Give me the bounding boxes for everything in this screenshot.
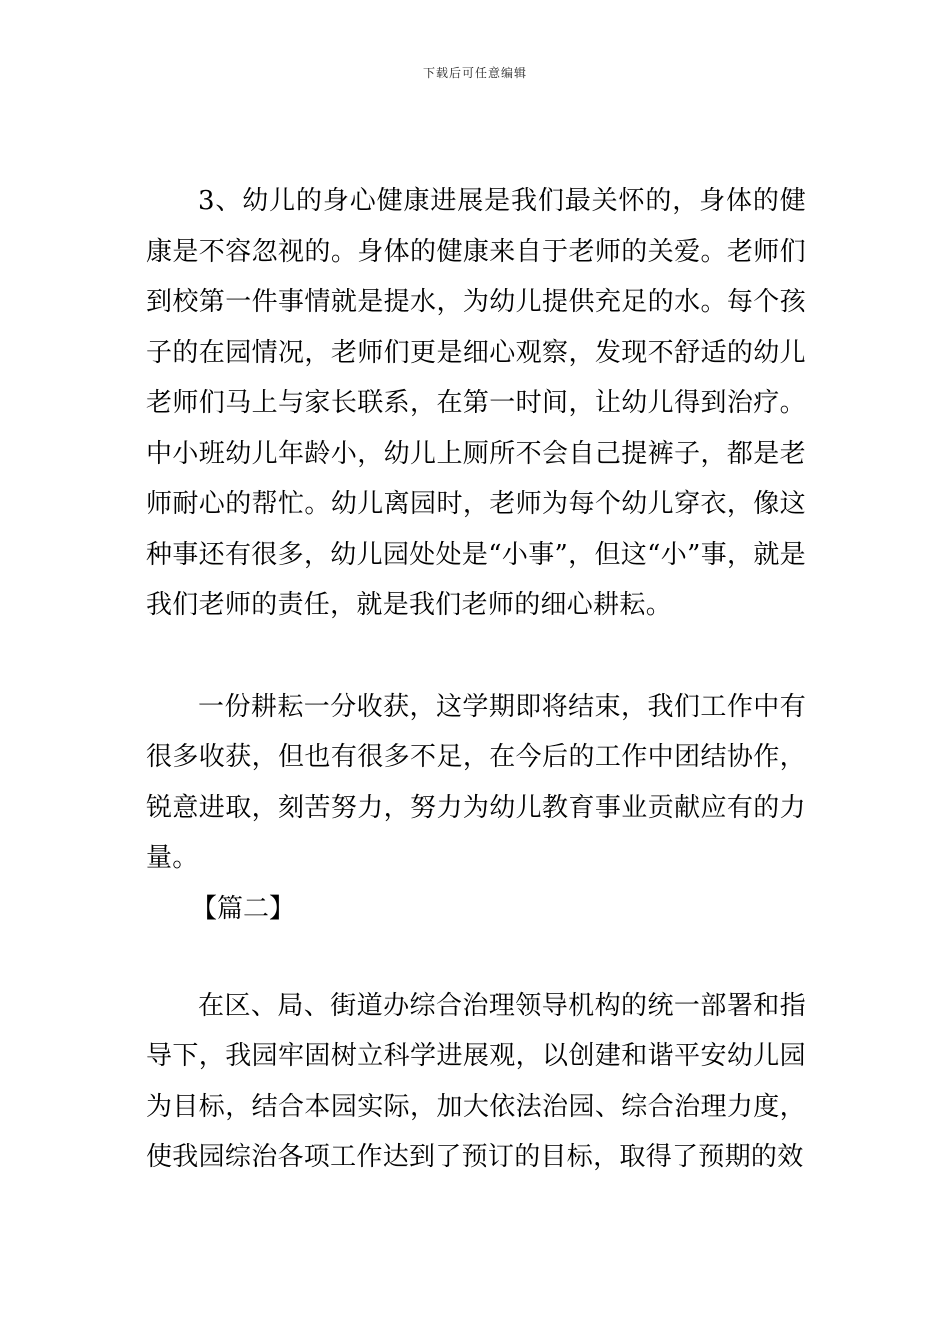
paragraph-health-care: 3、幼儿的身心健康进展是我们最关怀的，身体的健康是不容忽视的。身体的健康来自于老师的关爱。老师们到校第一件事情就是提水，为幼儿提供充足的水。每个孩子的在园情况，老师们更是细心观察，发现不舒适的幼儿老师们马上与家长联系，在第一时间，让幼儿得到治疗。中小班幼儿年龄小，幼儿上厕所不会自己提裤子，都是老师耐心的帮忙。幼儿离园时，老师为每个幼儿穿衣，像这种事还有很多，幼儿园处处是“小事”，但这“小”事，就是我们老师的责任，就是我们老师的细心耕耘。 — [146, 186, 806, 620]
paragraph-summary: 一份耕耘一分收获，这学期即将结束，我们工作中有很多收获，但也有很多不足，在今后的工作中团结协作，锐意进取，刻苦努力，努力为幼儿教育事业贡献应有的力量。 — [146, 691, 806, 873]
page-header: 下载后可任意编辑 — [422, 66, 527, 80]
section-heading: 【篇二】 — [191, 893, 296, 924]
paragraph-section-two: 在区、局、街道办综合治理领导机构的统一部署和指导下，我园牢固树立科学进展观，以创建和谐平安幼儿园为目标，结合本园实际，加大依法治园、综合治理力度，使我园综治各项工作达到了预订的目标，取得了预期的效 — [146, 990, 806, 1172]
document-body — [146, 176, 806, 1183]
